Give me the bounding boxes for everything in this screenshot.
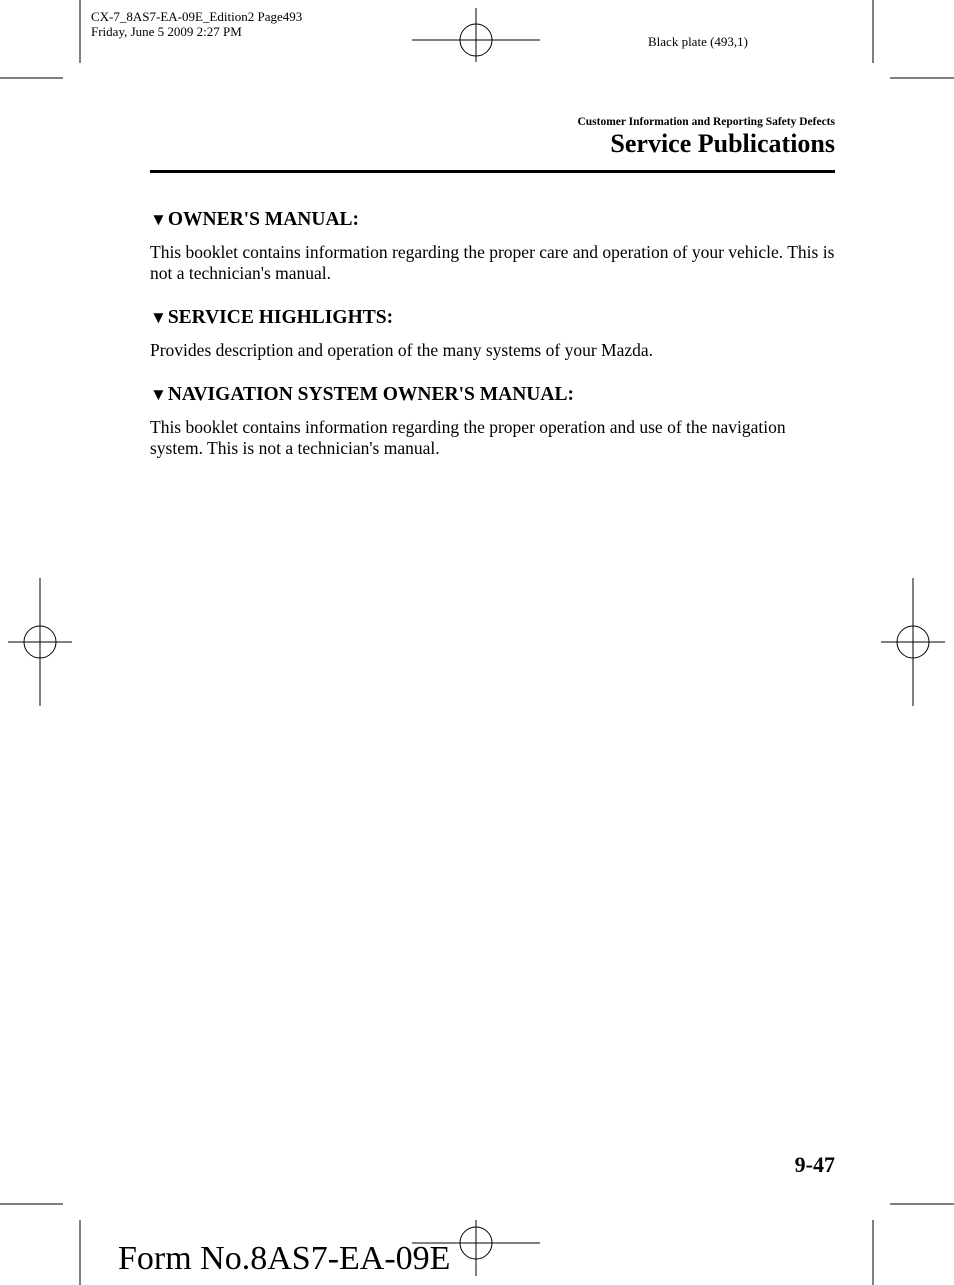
section-body: Provides description and operation of the many systems of your Mazda. xyxy=(150,340,654,360)
section-heading xyxy=(150,383,840,407)
section-body: This booklet contains information regarding the proper care and operation of your vehicle. This is not a technician's manual. xyxy=(150,242,835,283)
section-heading-text: SERVICE HIGHLIGHTS: xyxy=(167,307,394,328)
registration-mark-left xyxy=(8,578,72,706)
slug-filename: CX-7_8AS7-EA-09E_Edition2 Page493 xyxy=(91,9,303,24)
section-heading-text: NAVIGATION SYSTEM OWNER'S MANUAL: xyxy=(167,384,574,405)
registration-mark-right xyxy=(881,578,945,706)
slug-timestamp: Friday, June 5 2009 2:27 PM xyxy=(91,24,242,39)
form-number: Form No.8AS7-EA-09E xyxy=(118,1240,451,1277)
print-slug xyxy=(91,9,302,39)
section-body: This booklet contains information regarding the proper operation and use of the navigation system. This is not a technician's manual. xyxy=(150,417,786,458)
triangle-marker-icon: ▼ xyxy=(150,308,167,327)
triangle-marker-icon: ▼ xyxy=(150,385,167,404)
section-heading-text: OWNER'S MANUAL: xyxy=(167,209,360,230)
section-heading xyxy=(150,208,840,232)
page-title: Service Publications xyxy=(610,129,835,158)
section-navigation-manual xyxy=(150,383,840,459)
section-heading xyxy=(150,306,840,330)
plate-label: Black plate (493,1) xyxy=(648,34,748,49)
main-content xyxy=(150,208,840,481)
running-head: Customer Information and Reporting Safety Defects xyxy=(577,116,835,128)
section-owners-manual xyxy=(150,208,840,284)
title-rule xyxy=(150,170,835,173)
page-number: 9-47 xyxy=(794,1152,835,1177)
registration-mark-top xyxy=(412,8,540,62)
section-service-highlights xyxy=(150,306,840,361)
triangle-marker-icon: ▼ xyxy=(150,210,167,229)
